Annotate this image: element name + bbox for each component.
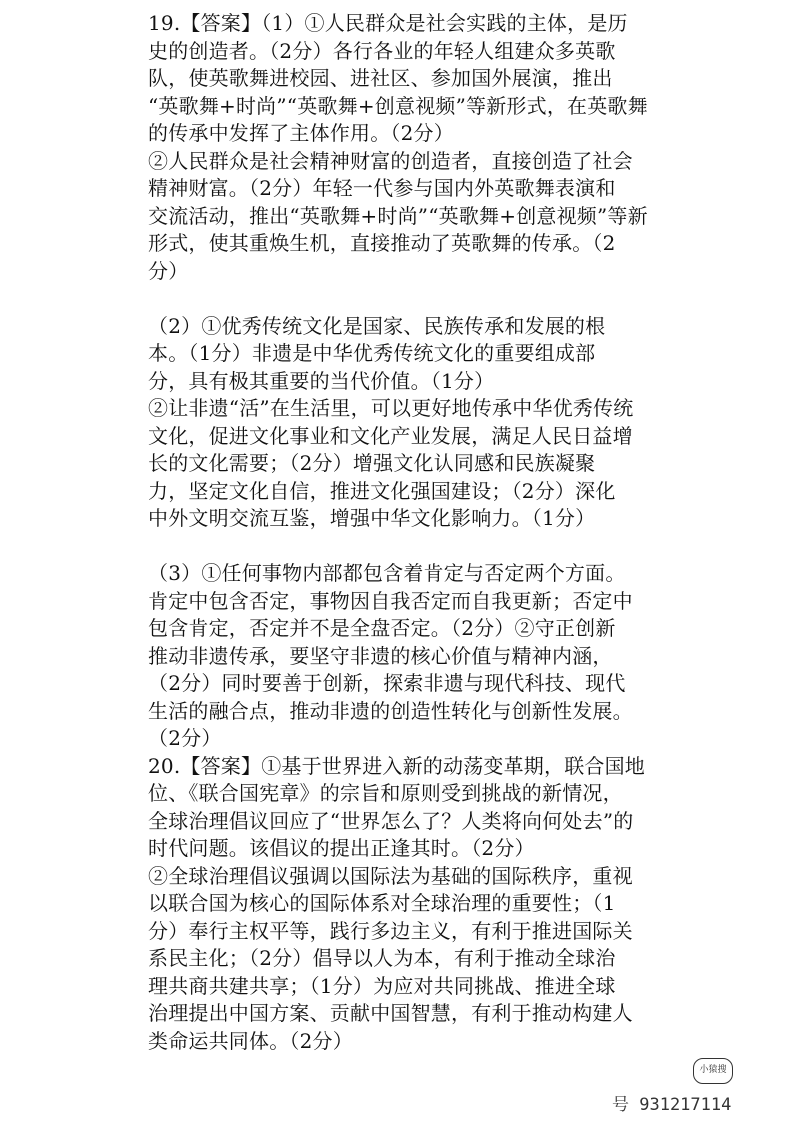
text-line: 史的创造者。（2分）各行各业的年轻人组建众多英歌	[148, 38, 616, 63]
q19-part1	[148, 10, 668, 285]
text-line: 中外文明交流互鉴，增强中华文化影响力。（1分）	[148, 506, 596, 530]
text-line: 长的文化需要；（2分）增强文化认同感和民族凝聚	[148, 451, 596, 475]
text-line: “英歌舞+时尚”“英歌舞+创意视频”等新形式，在英歌舞	[148, 93, 648, 118]
text-line: （2分）同时要善于创新，探索非遗与现代科技、现代	[148, 671, 626, 695]
text-line: 时代问题。该倡议的提出正逢其时。（2分）	[148, 836, 535, 860]
text-line: （2分）	[148, 726, 222, 750]
text-line: 本。（1分）非遗是中华优秀传统文化的重要组成部	[148, 341, 596, 365]
watermark-stamp: 小猿搜	[693, 1058, 733, 1084]
text-line: ②全球治理倡议强调以国际法为基础的国际秩序，重视	[148, 863, 633, 888]
text-line: 交流活动，推出“英歌舞+时尚”“英歌舞+创意视频”等新	[148, 203, 648, 228]
text-line: 精神财富。（2分）年轻一代参与国内外英歌舞表演和	[148, 176, 616, 200]
text-line: 类命运共同体。（2分）	[148, 1028, 353, 1053]
text-line: 力，坚定文化自信，推进文化强国建设；（2分）深化	[148, 478, 616, 503]
text-line: 文化，促进文化事业和文化产业发展，满足人民日益增	[148, 423, 633, 448]
text-line: 包含肯定，否定并不是全盘否定。（2分）②守正创新	[148, 616, 616, 640]
text-line: 位、《联合国宪章》的宗旨和原则受到挑战的新情况，	[148, 781, 623, 805]
text-line: 以联合国为核心的国际体系对全球治理的重要性；（1	[148, 891, 616, 915]
text-line: 治理提出中国方案、贡献中国智慧，有利于推动构建人	[148, 1001, 633, 1025]
text-line: （3）①任何事物内部都包含着肯定与否定两个方面。	[148, 561, 626, 585]
text-line: 20.【答案】①基于世界进入新的动荡变革期，联合国地	[148, 753, 646, 778]
text-line: 肯定中包含否定，事物因自我否定而自我更新；否定中	[148, 588, 633, 613]
text-line: 队，使英歌舞进校园、进社区、参加国外展演，推出	[148, 66, 613, 90]
text-line: 分）	[148, 258, 189, 283]
text-line: 生活的融合点，推动非遗的创造性转化与创新性发展。	[148, 698, 633, 723]
watermark-footer-text: 号 931217114	[612, 1095, 732, 1115]
text-line: 系民主化；（2分）倡导以人为本，有利于推动全球治	[148, 946, 616, 970]
q19-part2	[148, 313, 668, 533]
q20-answer	[148, 753, 668, 1056]
text-line: 理共商共建共享；（1分）为应对共同挑战、推进全球	[148, 973, 616, 998]
text-line: 全球治理倡议回应了“世界怎么了？人类将向何处去”的	[148, 808, 634, 833]
paragraph-gap	[148, 285, 668, 313]
text-line: 分）奉行主权平等，践行多边主义，有利于推进国际关	[148, 918, 633, 943]
paragraph-gap	[148, 533, 668, 561]
text-line: ②人民群众是社会精神财富的创造者，直接创造了社会	[148, 148, 633, 173]
text-line: （2）①优秀传统文化是国家、民族传承和发展的根	[148, 313, 606, 338]
text-line: 推动非遗传承，要坚守非遗的核心价值与精神内涵，	[148, 643, 613, 668]
text-line: 19.【答案】（1）①人民群众是社会实践的主体，是历	[148, 11, 628, 35]
text-line: 的传承中发挥了主体作用。（2分）	[148, 121, 454, 145]
text-line: 形式，使其重焕生机，直接推动了英歌舞的传承。（2	[148, 231, 616, 255]
text-line: ②让非遗“活”在生活里，可以更好地传承中华优秀传统	[148, 396, 634, 420]
text-line: 分，具有极其重要的当代价值。（1分）	[148, 368, 495, 393]
answer-page	[148, 10, 668, 1055]
q19-part3	[148, 560, 668, 753]
